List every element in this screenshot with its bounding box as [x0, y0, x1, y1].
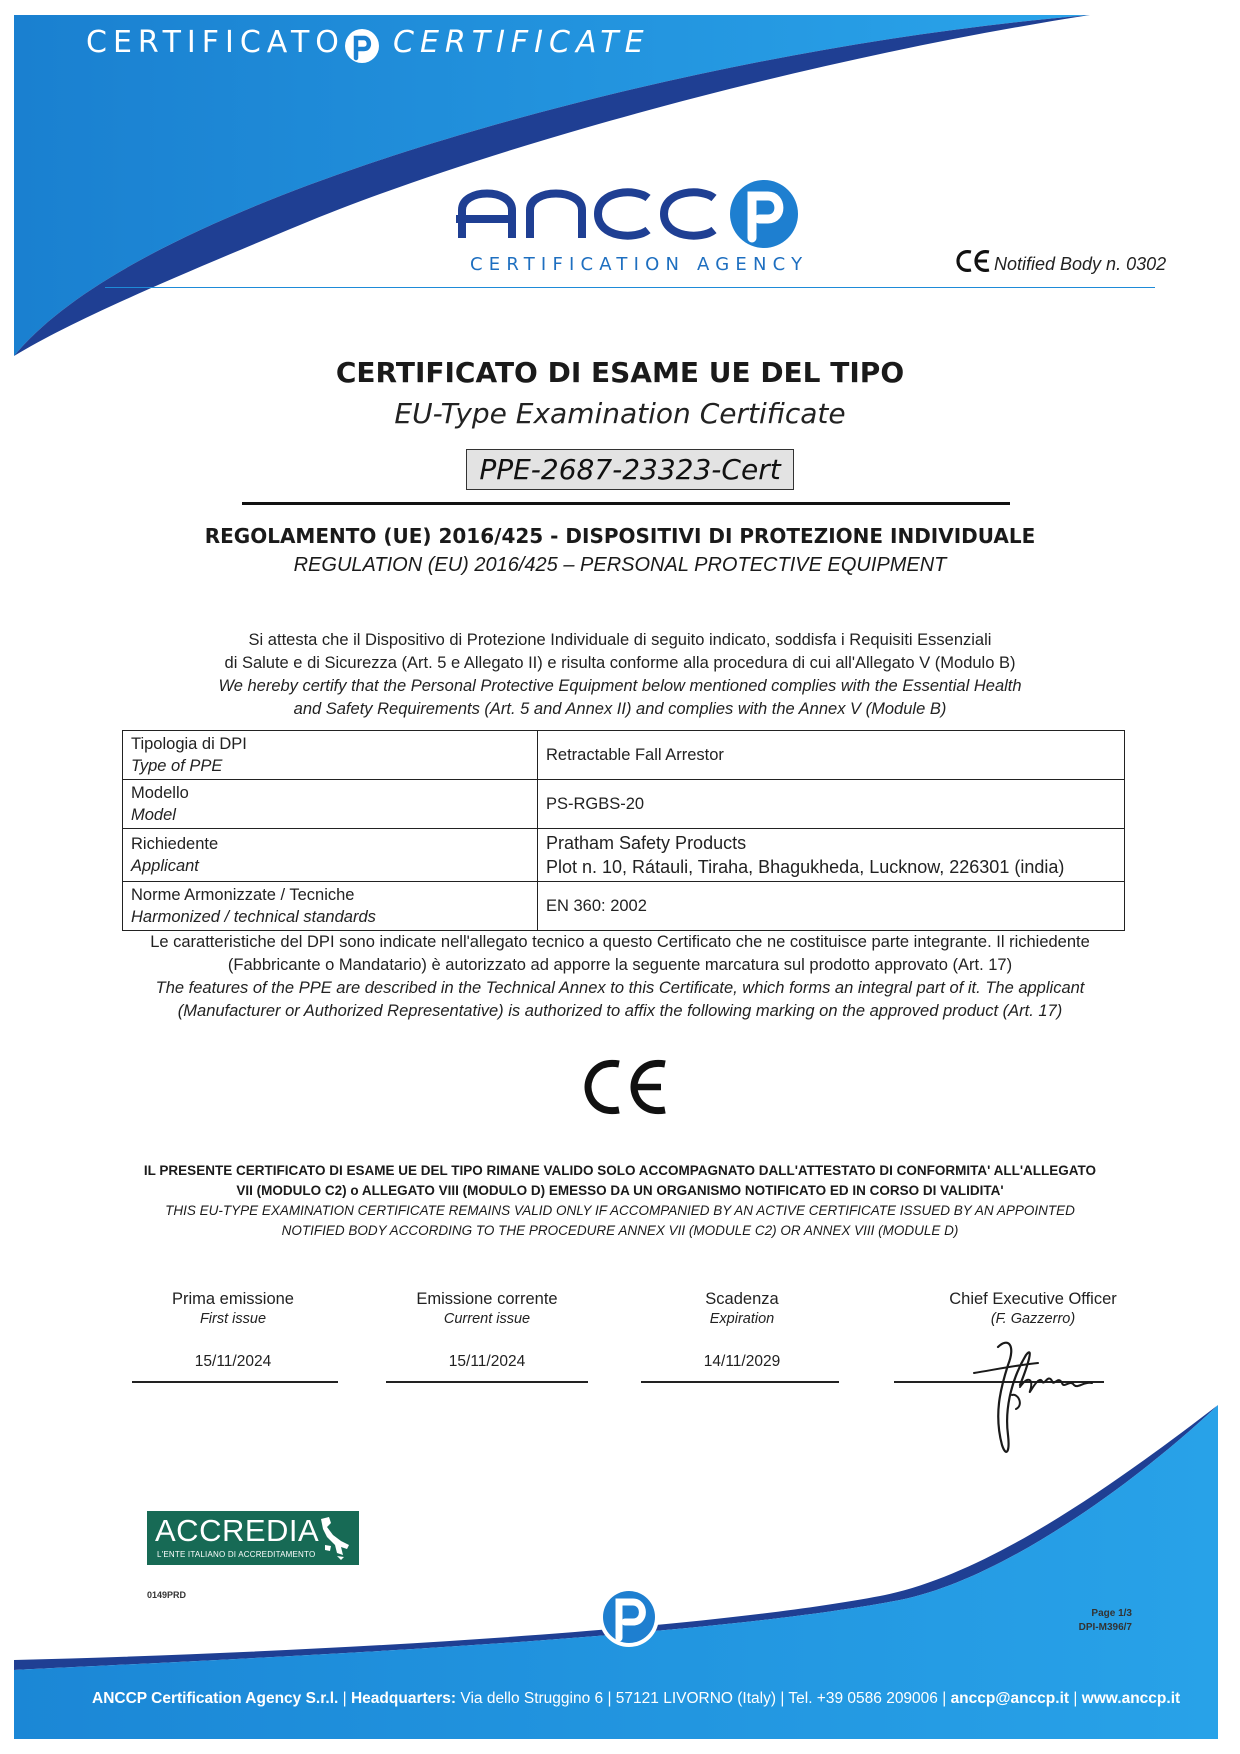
first-issue-line — [132, 1381, 338, 1383]
label-it: Norme Armonizzate / Tecniche — [131, 886, 355, 904]
table-row-standards — [123, 882, 1125, 931]
expiration-label: Scadenza — [705, 1290, 779, 1308]
expiration-label-en: Expiration — [709, 1311, 775, 1327]
page-info — [1060, 1607, 1132, 1635]
footer-bar: ANCCP Certification Agency S.r.l. | Headquarters: Via dello Struggino 6 | 57121 LIVORNO (Italy) | Tel. +39 0586 209006 | anccp@anccp.it | www.anccp.it — [92, 1690, 1181, 1707]
expiration-line — [641, 1381, 839, 1383]
label-en: Harmonized / technical standards — [131, 908, 376, 926]
signatory-title: Chief Executive Officer — [949, 1290, 1117, 1308]
features-en-line1: The features of the PPE are described in the Technical Annex to this Certificate, which forms an integral part of it. The applicant — [155, 979, 1085, 997]
first-issue-date: 15/11/2024 — [194, 1353, 272, 1370]
applicant-value — [538, 829, 1125, 882]
table-row-applicant — [123, 829, 1125, 882]
anccp-logo-p-icon — [728, 178, 800, 250]
features-it-line1: Le caratteristiche del DPI sono indicate nell'allegato tecnico a questo Certificato che ne costituisce parte integrante. Il richiedente — [150, 933, 1090, 951]
label-it: Tipologia di DPI — [131, 735, 247, 753]
signature-image — [968, 1335, 1098, 1460]
current-issue-line — [386, 1381, 588, 1383]
validity-en-line2: NOTIFIED BODY ACCORDING TO THE PROCEDURE ANNEX VII (MODULE C2) OR ANNEX VIII (MODULE D) — [281, 1223, 959, 1238]
validity-en-line1: THIS EU-TYPE EXAMINATION CERTIFICATE REMAINS VALID ONLY IF ACCOMPANIED BY AN ACTIVE CERTIFICATE ISSUED BY AN APPOINTED — [165, 1203, 1075, 1218]
attestation-en-line1: We hereby certify that the Personal Protective Equipment below mentioned complies with the Essential Health — [218, 677, 1022, 695]
model-value: PS-RGBS-20 — [538, 780, 1125, 829]
table-row-type — [123, 731, 1125, 780]
anccp-wordmark — [456, 170, 721, 252]
certificate-title-en: EU-Type Examination Certificate — [394, 397, 846, 430]
regulation-it: REGOLAMENTO (UE) 2016/425 - DISPOSITIVI DI PROTEZIONE INDIVIDUALE — [204, 524, 1036, 548]
label-en: Type of PPE — [131, 757, 223, 775]
attestation-paragraph — [0, 629, 1240, 721]
ppe-info-table — [122, 730, 1125, 931]
accredia-name: ACCREDIA — [155, 1513, 320, 1548]
features-en-line2: (Manufacturer or Authorized Representative) is authorized to affix the following marking on the approved product (Art. 17) — [177, 1002, 1063, 1020]
notified-body: Notified Body n. 0302 — [994, 254, 1167, 274]
label-en: Applicant — [131, 857, 199, 875]
footer-address: Via dello Struggino 6 | 57121 LIVORNO (Italy) | Tel. +39 0586 209006 | — [460, 1690, 947, 1707]
current-issue-label-en: Current issue — [443, 1311, 531, 1327]
anccp-wordmark-shape — [456, 170, 721, 252]
page-number: Page 1/3 — [1091, 1608, 1132, 1619]
label-it: Modello — [131, 784, 189, 802]
first-issue-label: Prima emissione — [172, 1290, 294, 1308]
accredia-badge — [147, 1511, 359, 1565]
label-en: Model — [131, 806, 176, 824]
footer-website[interactable]: www.anccp.it — [1081, 1690, 1181, 1707]
logo-subtitle: CERTIFICATION AGENCY — [470, 254, 809, 275]
footer-email[interactable]: anccp@anccp.it — [950, 1690, 1070, 1707]
header-divider — [105, 287, 1155, 288]
anccp-logo — [456, 170, 721, 266]
current-issue-block — [382, 1290, 592, 1370]
attestation-en-line2: and Safety Requirements (Art. 5 and Annex II) and complies with the Annex V (Module B) — [293, 700, 947, 718]
table-row-model — [123, 780, 1125, 829]
table-label-cell — [123, 829, 538, 882]
table-label-cell — [123, 731, 538, 780]
validity-it-line1: IL PRESENTE CERTIFICATO DI ESAME UE DEL TIPO RIMANE VALIDO SOLO ACCOMPAGNATO DALL'ATTESTATO DI CONFORMITA' ALL'ALLEGATO — [143, 1163, 1097, 1178]
header-word-certificate: CERTIFICATE — [393, 25, 650, 60]
footer-company: ANCCP Certification Agency S.r.l. — [92, 1690, 339, 1707]
features-paragraph — [0, 931, 1240, 1023]
validity-statement — [0, 1161, 1240, 1241]
expiration-block — [637, 1290, 847, 1370]
validity-it-line2: VII (MODULO C2) o ALLEGATO VIII (MODULO D) EMESSO DA UN ORGANISMO NOTIFICATO ED IN CORSO DI VALIDITA' — [236, 1183, 1004, 1198]
anccp-p-icon — [344, 28, 380, 64]
ppe-type-value: Retractable Fall Arrestor — [538, 731, 1125, 780]
signatory-block — [918, 1290, 1148, 1327]
standards-value: EN 360: 2002 — [538, 882, 1125, 931]
certificate-title-it: CERTIFICATO DI ESAME UE DEL TIPO — [335, 356, 905, 389]
attestation-it-line2: di Salute e di Sicurezza (Art. 5 e Allegato II) e risulta conforme alla procedura di cui all'Allegato V (Modulo B) — [224, 654, 1016, 672]
ce-mark-small-icon — [956, 248, 992, 274]
features-it-line2: (Fabbricante o Mandatario) è autorizzato ad apporre la seguente marcatura sul prodotto approvato (Art. 17) — [227, 956, 1013, 974]
regulation-en: REGULATION (EU) 2016/425 – PERSONAL PROTECTIVE EQUIPMENT — [293, 554, 947, 576]
footer-hq-label: Headquarters: — [350, 1690, 457, 1707]
title-divider — [242, 502, 1010, 505]
applicant-address: Plot n. 10, Rátauli, Tiraha, Bhagukheda, Lucknow, 226301 (india) — [546, 857, 1065, 877]
current-issue-label: Emissione corrente — [416, 1290, 558, 1308]
first-issue-label-en: First issue — [199, 1311, 267, 1327]
ce-mark-icon — [583, 1058, 669, 1116]
label-it: Richiedente — [131, 835, 219, 853]
attestation-it-line1: Si attesta che il Dispositivo di Protezione Individuale di seguito indicato, soddisfa i Requisiti Essenziali — [248, 631, 992, 649]
expiration-date: 14/11/2029 — [703, 1353, 781, 1370]
table-label-cell — [123, 882, 538, 931]
accredia-code: 0149PRD — [147, 1590, 187, 1600]
certificate-number: PPE-2687-23323-Cert — [466, 449, 794, 490]
accredia-subtitle: L'ENTE ITALIANO DI ACCREDITAMENTO — [157, 1550, 316, 1559]
document-code: DPI-M396/7 — [1078, 1622, 1132, 1633]
signatory-name: (F. Gazzerro) — [990, 1311, 1076, 1327]
footer-p-icon — [598, 1586, 660, 1648]
table-label-cell — [123, 780, 538, 829]
italy-map-icon — [315, 1515, 355, 1561]
header-word-certificato: CERTIFICATO — [86, 25, 345, 60]
current-issue-date: 15/11/2024 — [448, 1353, 526, 1370]
first-issue-block — [128, 1290, 338, 1370]
applicant-name: Pratham Safety Products — [546, 833, 747, 853]
